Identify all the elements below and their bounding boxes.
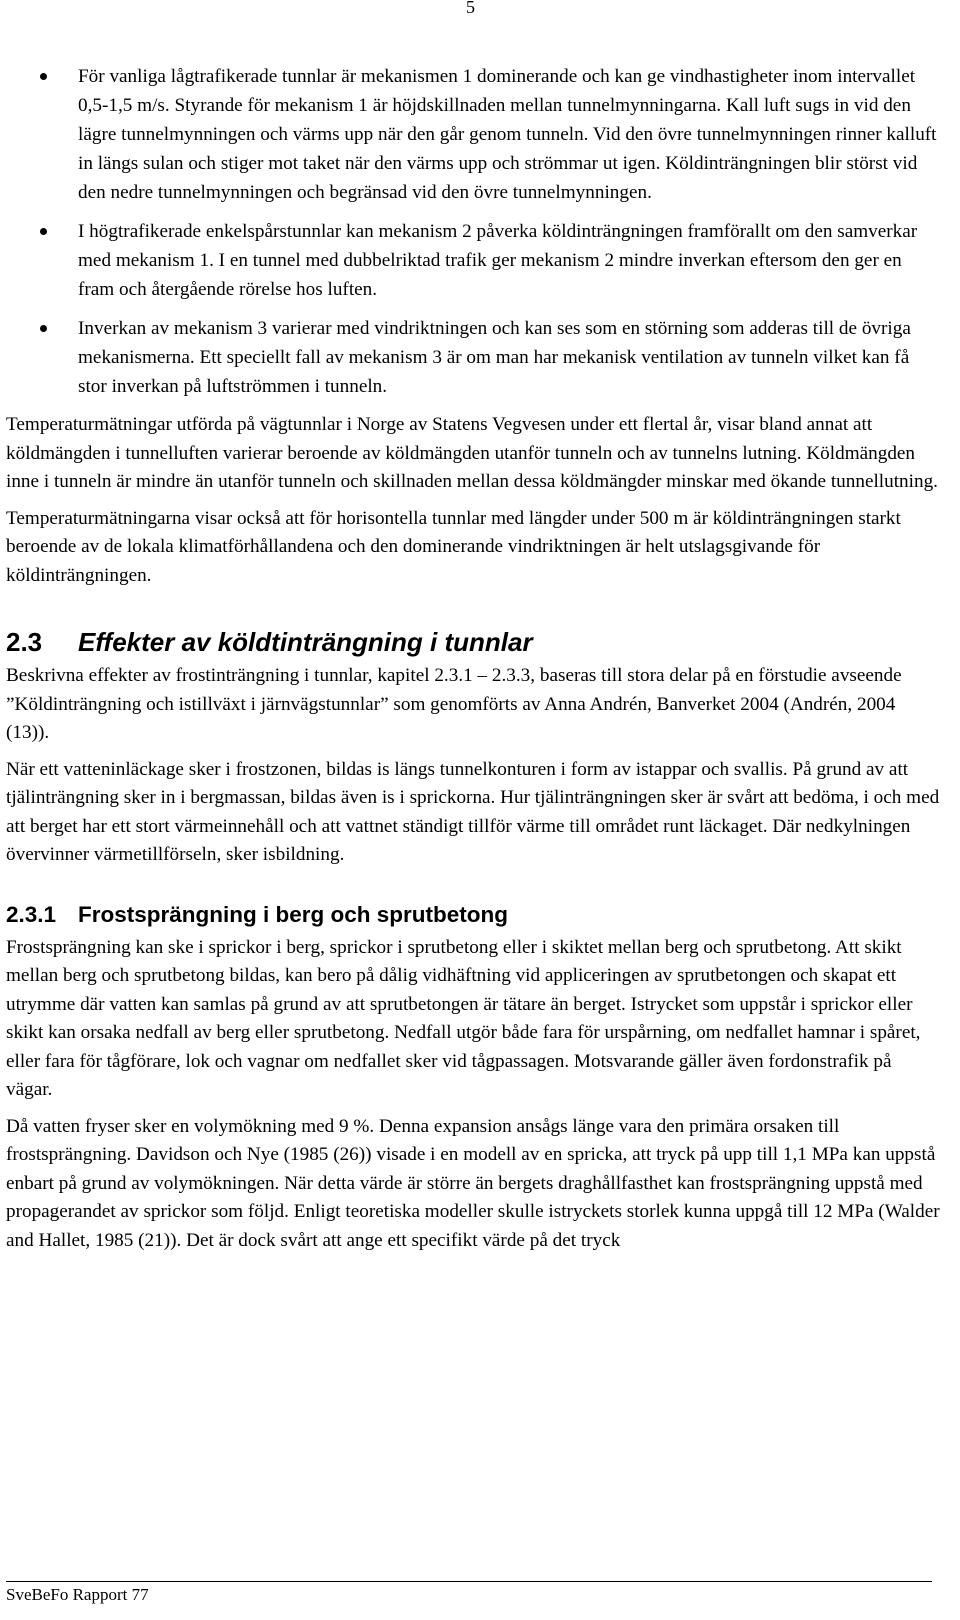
subsection-title: Frostsprängning i berg och sprutbetong xyxy=(78,901,508,927)
paragraph: Då vatten fryser sker en volymökning med 9 %. Denna expansion ansågs länge vara den primära orsaken till frostsprängning. Davidson och Nye (1985 (26)) visade i en modell av en spricka, att tryck på upp till 1,1 MPa kan uppstå enbart på grund av volymökningen. När detta värde är större än bergets draghållfasthet kan frostsprängning uppstå med propagerandet av sprickor som följd. Enligt teoretiska modeller skulle istryckets storlek kunna uppgå till 12 MPa (Walder and Hallet, 1985 (21)). Det är dock svårt att ange ett specifikt värde på det tryck xyxy=(6,1115,940,1251)
footer-rule xyxy=(6,1581,932,1582)
bullet-dot-icon xyxy=(40,73,47,80)
bullet-text: För vanliga lågtrafikerade tunnlar är mekanismen 1 dominerande och kan ge vindhastigheter inom intervallet 0,5-1,5 m/s. Styrande för mekanism 1 är höjdskillnaden mellan tunnelmynningarna. Kall luft sugs in vid den lägre tunnelmynningen och värms upp när den går genom tunneln. Vid den övre tunnelmynningen rinner kalluft in längs sulan och stiger mot taket när den värms upp och strömmar ut igen. Köldinträngningen blir störst vid den nedre tunnelmynningen och begränsad vid den övre tunnelmynningen. xyxy=(78,66,937,203)
footer-text: SveBeFo Rapport 77 xyxy=(6,1585,149,1604)
bullet-text: Inverkan av mekanism 3 varierar med vindriktningen och kan ses som en störning som adderas till de övriga mekanismerna. Ett speciellt fall av mekanism 3 är om man har mekanisk ventilation av tunneln vilket kan få stor inverkan på luftströmmen i tunneln. xyxy=(78,318,911,397)
page-number: 5 xyxy=(466,0,475,17)
bullet-item xyxy=(6,217,941,304)
bullet-dot-icon xyxy=(40,228,47,235)
section-title: Effekter av köldtinträngning i tunnlar xyxy=(78,627,533,657)
subsection-number: 2.3.1 xyxy=(6,901,57,927)
paragraph: Temperaturmätningarna visar också att för horisontella tunnlar med längder under 500 m är köldinträngningen starkt beroende av de lokala klimatförhållandena och den dominerande vindriktningen är helt utslagsgivande för köldinträngningen. xyxy=(6,507,901,586)
subsection-heading xyxy=(6,900,941,930)
section-heading xyxy=(6,626,941,658)
bullet-dot-icon xyxy=(40,325,47,332)
bullet-item xyxy=(6,314,941,401)
mechanism-bullet-list xyxy=(6,62,941,401)
bullet-item xyxy=(6,62,941,207)
paragraph: Temperaturmätningar utförda på vägtunnlar i Norge av Statens Vegvesen under ett flertal år, visar bland annat att köldmängden i tunnelluften varierar beroende av köldmängden utanför tunneln och av tunnelns lutning. Köldmängden inne i tunneln är mindre än utanför tunneln och skillnaden mellan dessa köldmängder minskar med ökande tunnellutning. xyxy=(6,414,938,492)
paragraph: När ett vatteninläckage sker i frostzonen, bildas is längs tunnelkonturen i form av istappar och svallis. På grund av att tjälinträngning sker in i bergmassan, bildas även is i sprickorna. Hur tjälinträngningen sker är svårt att bedöma, i och med att berget har ett stort värmeinnehåll och att vattnet ständigt tillför värme till området runt läckaget. Där nedkylningen övervinner värmetillförseln, sker isbildning. xyxy=(6,758,940,865)
document-body xyxy=(6,62,941,1263)
paragraph: Frostsprängning kan ske i sprickor i berg, sprickor i sprutbetong eller i skiktet mellan berg och sprutbetong. Att skikt mellan berg och sprutbetong bildas, kan bero på dålig vidhäftning vid appliceringen av sprutbetongen och skapat ett utrymme där vatten kan samlas på grund av att sprutbetongen är tätare än berget. Istrycket som uppstår i sprickor eller skikt kan orsaka nedfall av berg eller sprutbetong. Nedfall utgör både fara för urspårning, om nedfallet hamnar i spåret, eller fara för tågförare, lok och vagnar om nedfallet sker vid tågpassagen. Motsvarande gäller även fordonstrafik på vägar. xyxy=(6,936,921,1100)
section-number: 2.3 xyxy=(6,627,43,657)
paragraph: Beskrivna effekter av frostinträngning i tunnlar, kapitel 2.3.1 – 2.3.3, baseras till stora delar på en förstudie avseende ”Köldinträngning och istillväxt i järnvägstunnlar” som genomförts av Anna Andrén, Banverket 2004 (Andrén, 2004 (13)). xyxy=(6,665,902,743)
bullet-text: I högtrafikerade enkelspårstunnlar kan mekanism 2 påverka köldinträngningen framförallt om den samverkar med mekanism 1. I en tunnel med dubbelriktad trafik ger mekanism 2 mindre inverkan eftersom den ger en fram och återgående rörelse hos luften. xyxy=(78,221,918,300)
